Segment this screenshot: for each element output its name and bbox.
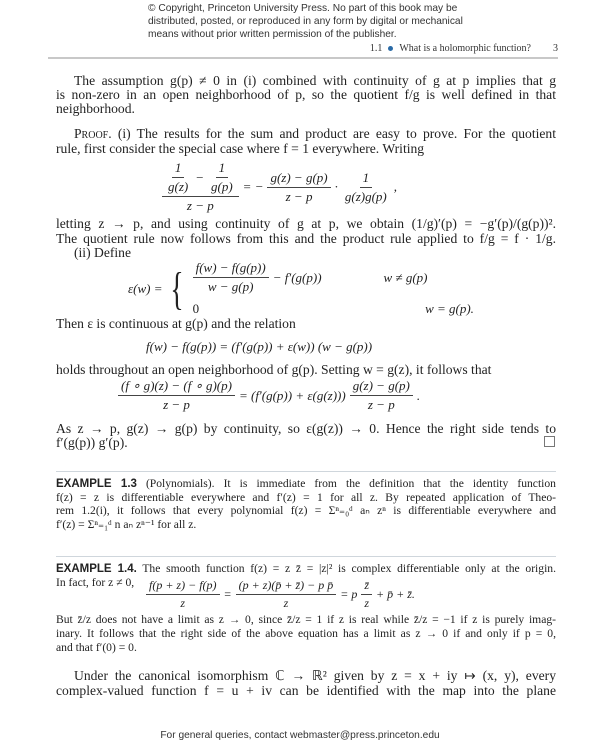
paragraph-line: But z̄/z does not have a limit as z → 0, since z̄/z = 1 if z is real while z̄/z = −1 if z is purely imag- [56, 613, 556, 626]
example-rule [56, 471, 556, 472]
paragraph-line: inary. It follows that the right side of the above equation has a limit as z → 0 if and only if p = 0, [56, 627, 556, 640]
paragraph-line: The assumption g(p) ≠ 0 in (i) combined with continuity of g at p implies that g [74, 73, 556, 88]
paragraph-line: letting z → p, and using continuity of g at p, we obtain (1/g)′(p) = −g′(p)/(g(p))². [56, 216, 556, 231]
proof-line [56, 126, 556, 141]
paragraph-line: complex-valued function f = u + iv can be identified with the map into the plane [56, 683, 556, 698]
equation-chain-rule: $\frac{(f \circ g)(z) - (f \circ g)(p)}{z - p}$ = (f′(g(p)) + ε(g(z))) $\frac{g(z) - g(p)}{z - p}$ . [118, 378, 420, 413]
proof-line: rule, first consider the special case where f = 1 everywhere. Writing [56, 141, 425, 156]
footer-contact: For general queries, contact webmaster@press.princeton.edu [160, 730, 440, 741]
header-rule [48, 57, 558, 59]
proof-label: Proof. [74, 126, 112, 141]
paragraph-line: neighborhood. [56, 101, 135, 116]
example-rule [56, 556, 556, 557]
qed-square-icon [544, 436, 555, 447]
example-line: EXAMPLE 1.4. The smooth function f(z) = z z̄ = |z|² is complex differentiable only at the origin. [56, 562, 556, 575]
equation-quotient: $\frac{1}{g(z)}$ − $\frac{1}{g(p)}$ z − p = − $\frac{g(z) - g(p)}{z - p}$ · $\frac{1}{g(z)g(p)}$ , [162, 160, 397, 214]
copyright-line: distributed, posted, or reproduced in any form by digital or mechanical [148, 16, 463, 27]
example-line: EXAMPLE 1.3 (Polynomials). It is immediate from the definition that the identity function [56, 477, 556, 490]
paragraph-line: As z → p, g(z) → g(p) by continuity, so ε(g(z)) → 0. Hence the right side tends to [56, 421, 556, 436]
paragraph-line: holds throughout an open neighborhood of g(p). Setting w = g(z), it follows that [56, 362, 492, 377]
equation-relation: f(w) − f(g(p)) = (f′(g(p)) + ε(w)) (w − g(p)) [146, 339, 373, 354]
copyright-line: © Copyright, Princeton University Press. No part of this book may be [148, 3, 458, 14]
bullet-icon [388, 46, 393, 51]
example-line: f(z) = z is differentiable everywhere and f′(z) = 1 for all z. By repeated application of Theo- [56, 491, 556, 504]
paragraph-line: The quotient rule now follows from this and the product rule applied to f/g = f · 1/g. [56, 231, 556, 246]
running-header [370, 43, 558, 54]
page-number: 3 [553, 43, 558, 54]
copyright-line: means without prior written permission of the publisher. [148, 29, 397, 40]
example-label: EXAMPLE 1.4. [56, 563, 137, 575]
section-number: 1.1 [369, 43, 383, 54]
paragraph-line: Under the canonical isomorphism ℂ → ℝ² given by z = x + iy ↦ (x, y), every [74, 668, 556, 683]
paragraph-line: f′(g(p)) g′(p). [56, 435, 128, 450]
section-title: What is a holomorphic function? [399, 43, 531, 54]
example-label: EXAMPLE 1.3 [56, 478, 137, 490]
equation-conjugate: $\frac{f(p + z) - f(p)}{z}$ = $\frac{\text{(p + z)(p̄ + z̄) − p p̄}}{z}$ = p $\frac{z̄}{z}$ + p̄ + z̄. [146, 578, 415, 611]
proof-text: (i) The results for the sum and product are easy to prove. For the quotient [117, 126, 556, 141]
paragraph-line: and that f′(0) = 0. [56, 641, 137, 654]
example-line: rem 1.2(i), it follows that every polynomial f(z) = Σⁿ₌₀ᵈ aₙ zⁿ is differentiable everywhere and [56, 504, 556, 517]
example-line: In fact, for z ≠ 0, [56, 576, 135, 589]
example-line: f′(z) = Σⁿ₌₁ᵈ n aₙ zⁿ⁻¹ for all z. [56, 518, 197, 531]
equation-epsilon: ε(w) = { $\frac{f(w) - f(g(p))}{w - g(p)}$ − f′(g(p)) w ≠ g(p) 0 w = g(p). [128, 260, 474, 316]
paragraph-line: Then ε is continuous at g(p) and the relation [56, 316, 296, 331]
paragraph-line: (ii) Define [74, 245, 131, 260]
paragraph-line: is non-zero in an open neighborhood of p, so the quotient f/g is well defined in that [56, 87, 556, 102]
